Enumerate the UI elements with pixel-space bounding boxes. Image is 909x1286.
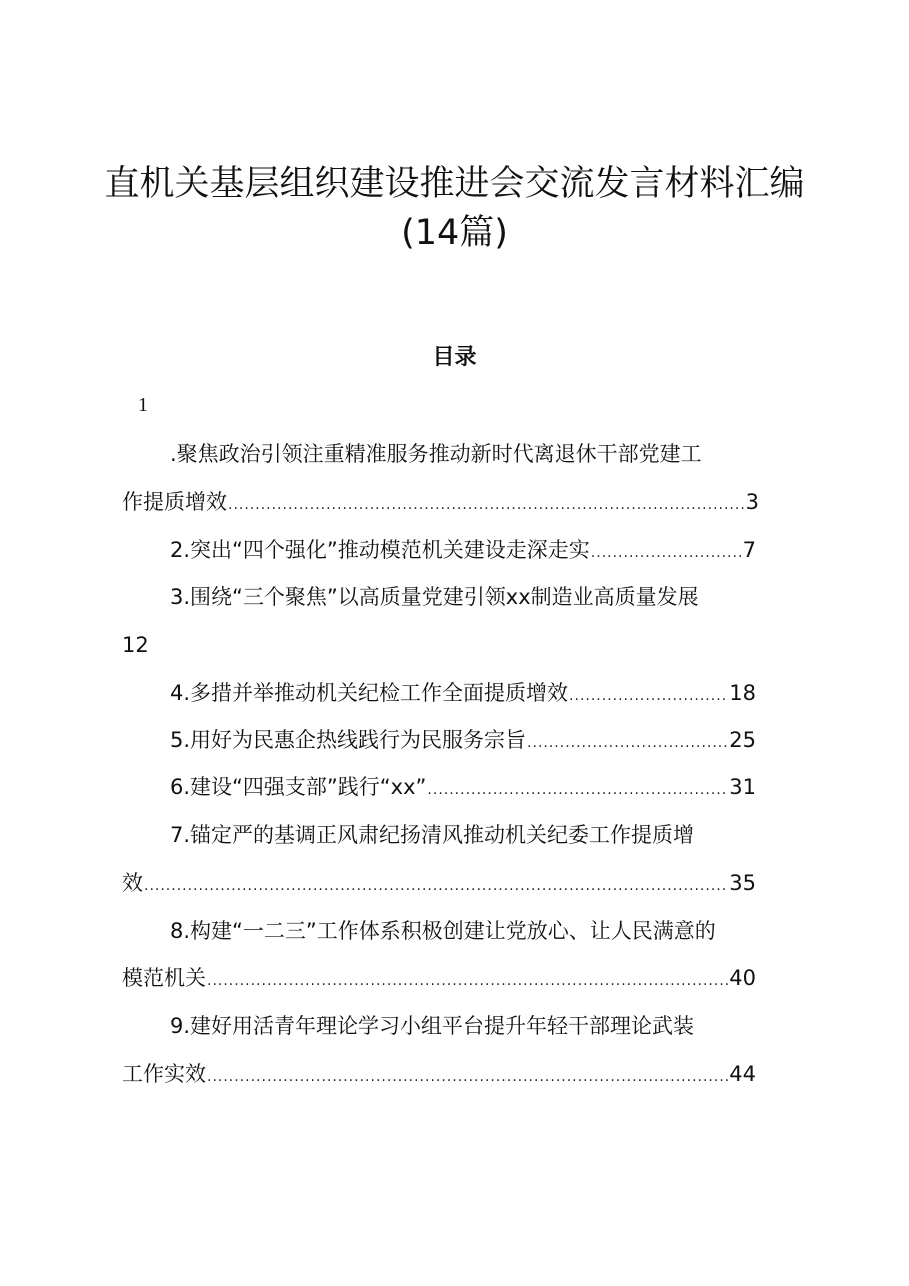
dot-leader (527, 729, 728, 757)
toc-entry-5 (170, 726, 756, 757)
toc-entry-8-line1: 8.构建“一二三”工作体系积极创建让党放心、让人民满意的 (170, 919, 716, 943)
toc-entry-4 (170, 679, 756, 710)
toc-entry-3-line1: 3.围绕“三个聚焦”以高质量党建引领xx制造业高质量发展 (170, 585, 699, 609)
toc-entry-9-line2: 工作实效 (122, 1062, 206, 1086)
dot-leader (228, 491, 745, 519)
document-title: 直机关基层组织建设推进会交流发言材料汇编 (104, 164, 805, 204)
toc-entry-4-page: 18 (729, 681, 756, 705)
toc-entry-6-page: 31 (729, 775, 756, 799)
toc-entry-2-page: 7 (742, 538, 756, 562)
document-subtitle: (14篇) (401, 213, 508, 253)
toc-entry-8 (122, 964, 756, 995)
toc-entry-1 (122, 488, 759, 519)
dot-leader (427, 776, 728, 804)
toc-entry-7-line1: 7.锚定严的基调正风肃纪扬清风推动机关纪委工作提质增 (170, 823, 695, 847)
toc-entry-7 (122, 869, 756, 900)
toc-heading: 目录 (432, 344, 477, 370)
toc-entry-2-title: 2.突出“四个强化”推动模范机关建设走深走实 (170, 538, 590, 562)
toc-entry-2 (170, 536, 756, 567)
toc-entry-9-page: 44 (729, 1062, 756, 1086)
toc-entry-7-page: 35 (729, 871, 756, 895)
toc-entry-4-title: 4.多措并举推动机关纪检工作全面提质增效 (170, 681, 569, 705)
toc-entry-8-page: 40 (729, 966, 756, 990)
dot-leader (591, 539, 742, 567)
dot-leader (144, 872, 728, 900)
toc-entry-5-page: 25 (729, 728, 756, 752)
toc-entry-5-title: 5.用好为民惠企热线践行为民服务宗旨 (170, 728, 527, 752)
toc-entry-9 (122, 1060, 756, 1091)
toc-leading-number: 1 (138, 394, 148, 416)
toc-entry-7-line2: 效 (122, 871, 143, 895)
toc-entry-1-line1: .聚焦政治引领注重精准服务推动新时代离退休干部党建工 (170, 442, 702, 466)
toc-entry-1-line2: 作提质增效 (122, 490, 227, 514)
toc-entry-1-page: 3 (745, 490, 759, 514)
toc-entry-8-line2: 模范机关 (122, 966, 206, 990)
toc-entry-6-title: 6.建设“四强支部”践行“xx” (170, 775, 427, 799)
toc-entry-3-line2: 12 (122, 633, 149, 657)
dot-leader (207, 967, 728, 995)
toc-entry-9-line1: 9.建好用活青年理论学习小组平台提升年轻干部理论武装 (170, 1014, 695, 1038)
dot-leader (207, 1063, 728, 1091)
dot-leader (569, 682, 728, 710)
toc-entry-6 (170, 773, 756, 804)
